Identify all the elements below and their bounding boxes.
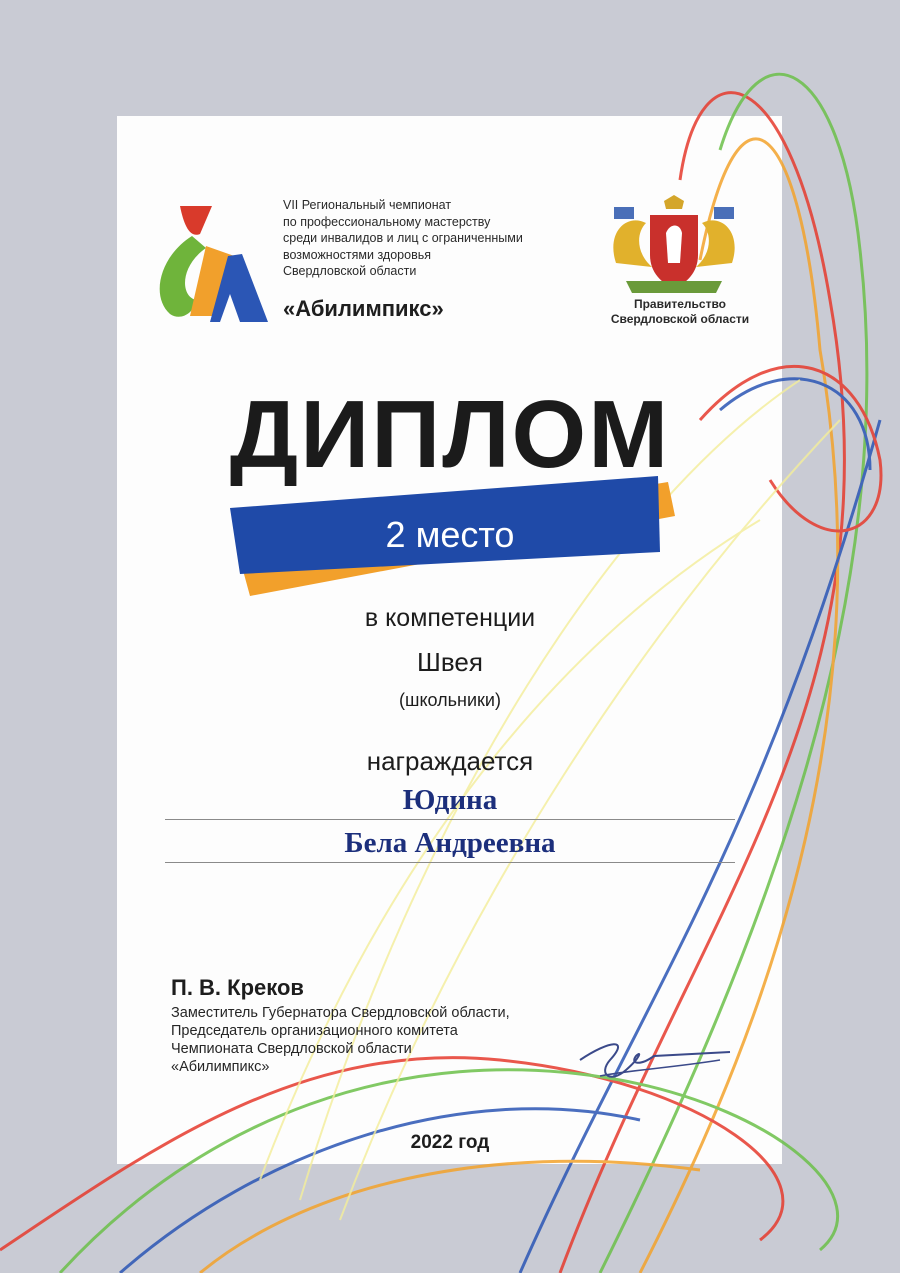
competence-name: Швея [417,647,483,677]
awarded-label: награждается [366,746,534,776]
coat-of-arms-icon [606,193,742,297]
recipient-name: Бела Андреевна [344,827,556,859]
year-label: 2022 год [410,1132,490,1153]
government-line: Свердловской области [610,312,750,326]
championship-line: среди инвалидов и лиц с ограниченными [283,231,523,245]
competence-group: (школьники) [399,690,501,710]
championship-line: VII Региональный чемпионат [283,198,452,212]
championship-line: по профессиональному мастерству [283,214,491,229]
government-line: Правительство [633,297,727,311]
championship-line: Свердловской области [283,264,417,278]
signer-title [171,1004,601,1076]
championship-line: возможностями здоровья [283,247,431,262]
handwritten-signature [570,1030,740,1090]
divider-line [165,819,735,820]
recipient-surname: Юдина [402,784,498,816]
signer-title-line: «Абилимпикс» [171,1059,270,1075]
signer-title-line: Чемпионата Свердловской области [171,1041,412,1057]
championship-description [283,197,583,280]
diploma-title: ДИПЛОМ [229,381,671,488]
championship-name: «Абилимпикс» [283,296,444,321]
signer-title-line: Заместитель Губернатора Свердловской области, [171,1005,510,1021]
signer-name: П. В. Креков [171,975,304,1000]
divider-line [165,862,735,863]
government-label [590,297,770,327]
abilympics-logo [150,196,268,326]
signer-title-line: Председатель организационного комитета [171,1023,458,1039]
place-label: 2 место [385,514,515,555]
competence-label: в компетенции [364,604,536,632]
